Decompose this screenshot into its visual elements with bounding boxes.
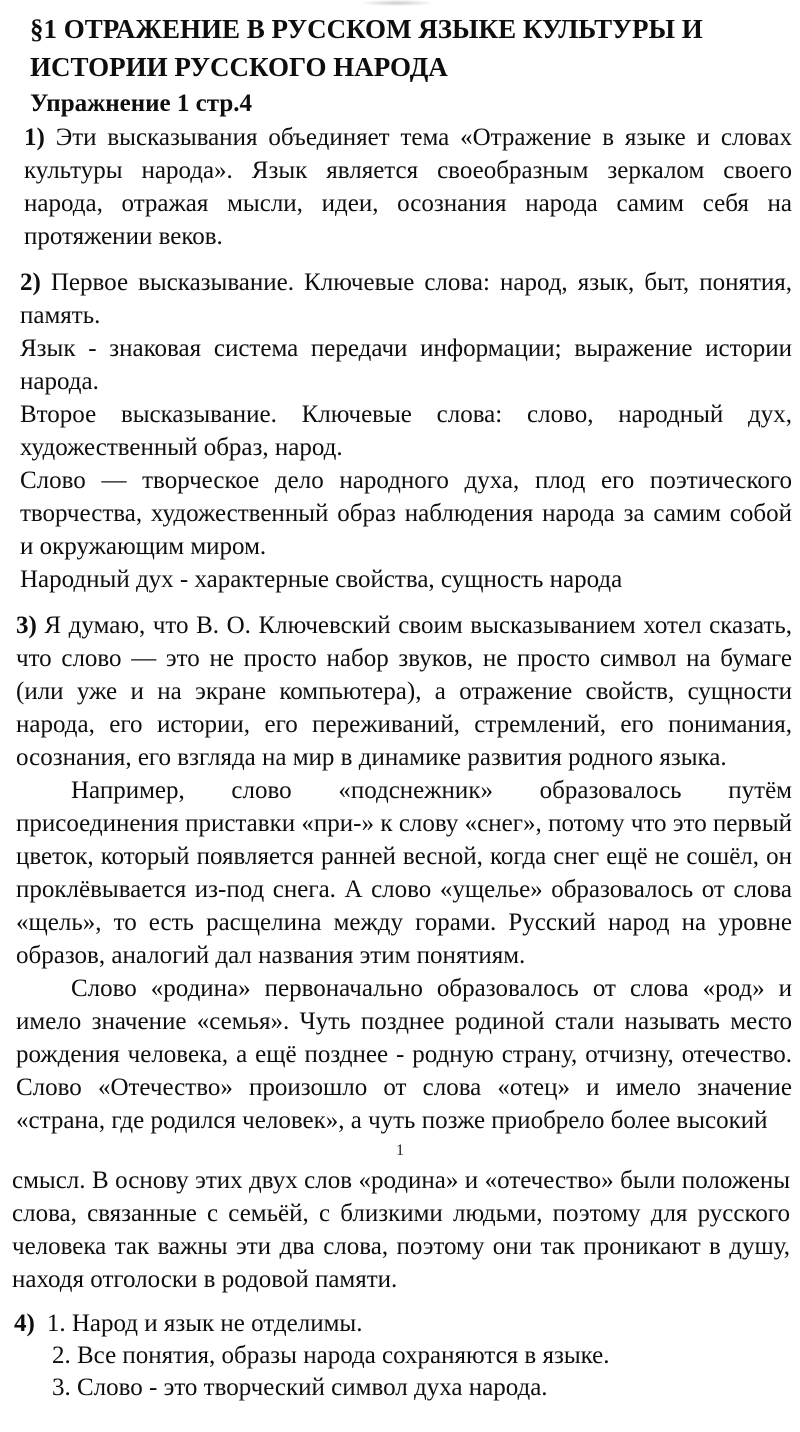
answer-4-item: 2. Все понятия, образы народа сохраняются в языке. <box>52 1342 610 1369</box>
answer-4 <box>14 1308 790 1404</box>
answer-2-paragraph: Слово — творческое дело народного духа, плод его поэтического творчества, художественный образ наблюдения народа за самим собой и окружающим миром. <box>20 467 792 560</box>
scan-artifact <box>362 0 432 6</box>
page-2-continuation: смысл. В основу этих двух слов «родина» и «отечество» были положены слова, связанные с семьёй, с близкими людьми, поэтому для русского человека так важны эти два слова, поэтому они так проникают в душу, находя отголоски в родовой памяти. <box>12 1167 790 1293</box>
answer-1 <box>24 121 792 253</box>
answer-2 <box>20 266 792 596</box>
page-2-block <box>12 1164 790 1296</box>
answer-2-paragraph <box>20 266 792 332</box>
answer-4-label: 4) <box>14 1310 35 1337</box>
answer-1-paragraph <box>24 121 792 253</box>
answer-1-text: Эти высказывания объединяет тема «Отражение в языке и словах культуры народа». Язык является своеобразным зеркалом своего народа, отражая мысли, идеи, осознания народа самим себя на протяжении веков. <box>24 124 792 250</box>
answer-4-item: 1. Народ и язык не отделимы. <box>46 1310 363 1337</box>
answer-2-label: 2) <box>20 269 41 296</box>
answer-2-text: Первое высказывание. Ключевые слова: народ, язык, быт, понятия, память. <box>20 269 792 329</box>
answer-3-label: 3) <box>16 612 37 639</box>
answer-2-paragraph: Второе высказывание. Ключевые слова: слово, народный дух, художественный образ, народ. <box>20 401 792 461</box>
document-title: §1 ОТРАЖЕНИЕ В РУССКОМ ЯЗЫКЕ КУЛЬТУРЫ И ИСТОРИИ РУССКОГО НАРОДА <box>30 14 703 82</box>
answer-3-paragraph: Например, слово «подснежник» образовалось путём присоединения приставки «при-» к слову «снег», потому что это первый цветок, который появляется ранней весной, когда снег ещё не сошёл, он проклёвывается из-под снега. А слово «ущелье» образовалось от слова «щель», то есть расщелина между горами. Русский народ на уровне образов, аналогий дал названия этим понятиям. <box>16 777 792 969</box>
answer-2-paragraph: Язык - знаковая система передачи информации; выражение истории народа. <box>20 335 792 395</box>
answer-4-item: 3. Слово - это творческий символ духа народа. <box>52 1374 548 1401</box>
answer-4-row <box>14 1308 790 1340</box>
answer-3-paragraph <box>16 609 792 774</box>
answer-3-paragraph: Слово «родина» первоначально образовалось от слова «род» и имело значение «семья». Чуть позднее родиной стали называть место рождения человека, а ещё позднее - родную страну, отчизну, отечество. Слово «Отечество» произошло от слова «отец» и имело значение «страна, где родился человек», а чуть позже приобрело более высокий <box>16 975 792 1134</box>
answer-2-paragraph: Народный дух - характерные свойства, сущность народа <box>20 566 623 593</box>
answer-3-text: Я думаю, что В. О. Ключевский своим высказыванием хотел сказать, что слово — это не просто набор звуков, не просто символ на бумаге (или уже и на экране компьютера), а отражение свойств, сущности народа, его истории, его переживаний, стремлений, его понимания, осознания, его взгляда на мир в динамике развития родного языка. <box>16 612 793 771</box>
answer-1-label: 1) <box>24 124 45 151</box>
exercise-heading: Упражнение 1 стр.4 <box>30 90 252 117</box>
answer-3 <box>16 609 792 1137</box>
page-number: 1 <box>396 1142 404 1159</box>
